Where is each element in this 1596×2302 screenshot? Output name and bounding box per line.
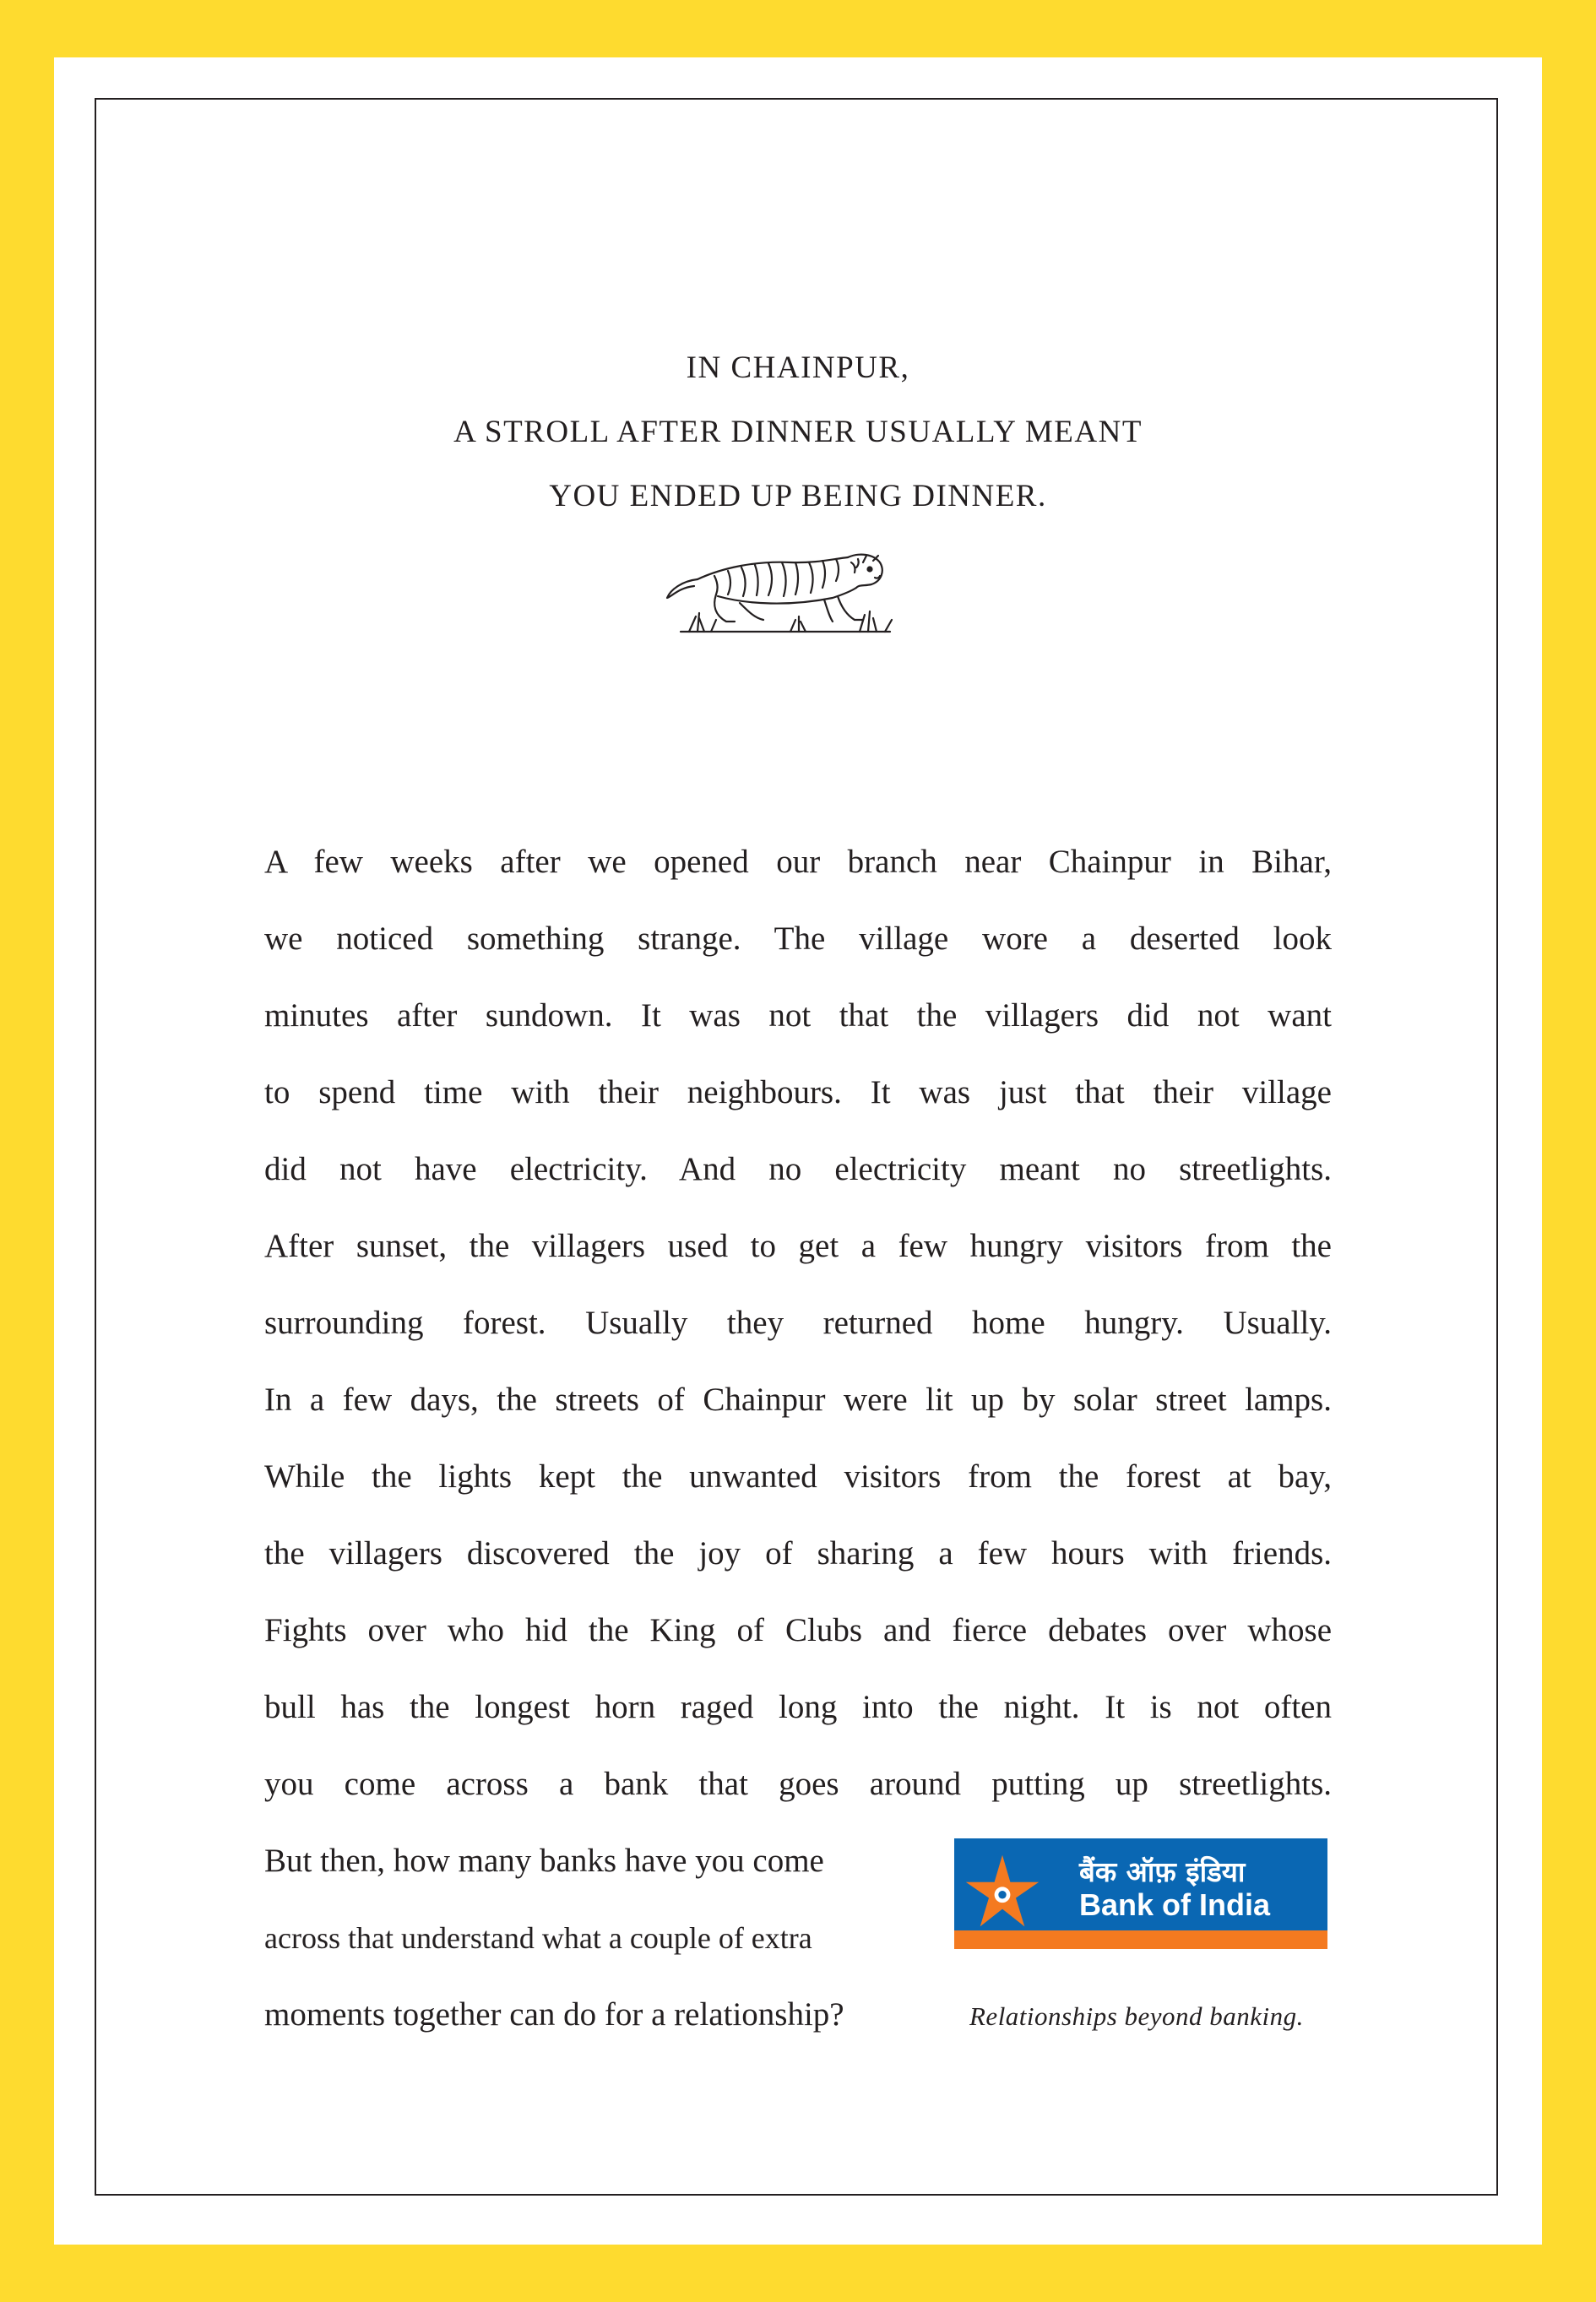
tiger-illustration [664, 537, 893, 638]
body-line: In a few days, the streets of Chainpur were lit up by solar street lamps. [264, 1382, 1332, 1418]
body-line: to spend time with their neighbours. It was just that their village [264, 1074, 1332, 1110]
body-line: you come across a bank that goes around putting up streetlights. [264, 1766, 1332, 1802]
body-line: did not have electricity. And no electricity meant no streetlights. [264, 1151, 1332, 1187]
body-line: bull has the longest horn raged long into the night. It is not often [264, 1689, 1332, 1725]
body-line: A few weeks after we opened our branch near Chainpur in Bihar, [264, 844, 1332, 880]
body-line: moments together can do for a relationship? [264, 1996, 844, 2033]
star-logo-icon [963, 1852, 1042, 1931]
body-line: across that understand what a couple of extra [264, 1921, 812, 1955]
body-line: the villagers discovered the joy of sharing a few hours with friends. [264, 1535, 1332, 1572]
tagline: Relationships beyond banking. [969, 2001, 1304, 2031]
body-line: But then, how many banks have you come [264, 1843, 824, 1879]
bank-of-india-logo [954, 1838, 1327, 1949]
body-line: we noticed something strange. The village wore a deserted look [264, 920, 1332, 957]
body-line: While the lights kept the unwanted visitors from the forest at bay, [264, 1458, 1332, 1495]
body-line: minutes after sundown. It was not that the villagers did not want [264, 997, 1332, 1034]
body-line: Fights over who hid the King of Clubs and fierce debates over whose [264, 1612, 1332, 1648]
logo-orange-stripe [954, 1930, 1327, 1949]
logo-english-text: Bank of India [1079, 1887, 1271, 1922]
headline-line: A STROLL AFTER DINNER USUALLY MEANT [453, 415, 1143, 449]
body-line: After sunset, the villagers used to get a few hungry visitors from the [264, 1228, 1332, 1264]
headline-line: IN CHAINPUR, [686, 350, 910, 385]
headline [95, 336, 1501, 529]
body-line: surrounding forest. Usually they returned home hungry. Usually. [264, 1305, 1332, 1341]
logo-hindi-text: बैंक ऑफ़ इंडिया [1079, 1855, 1246, 1888]
headline-line: YOU ENDED UP BEING DINNER. [549, 479, 1047, 513]
